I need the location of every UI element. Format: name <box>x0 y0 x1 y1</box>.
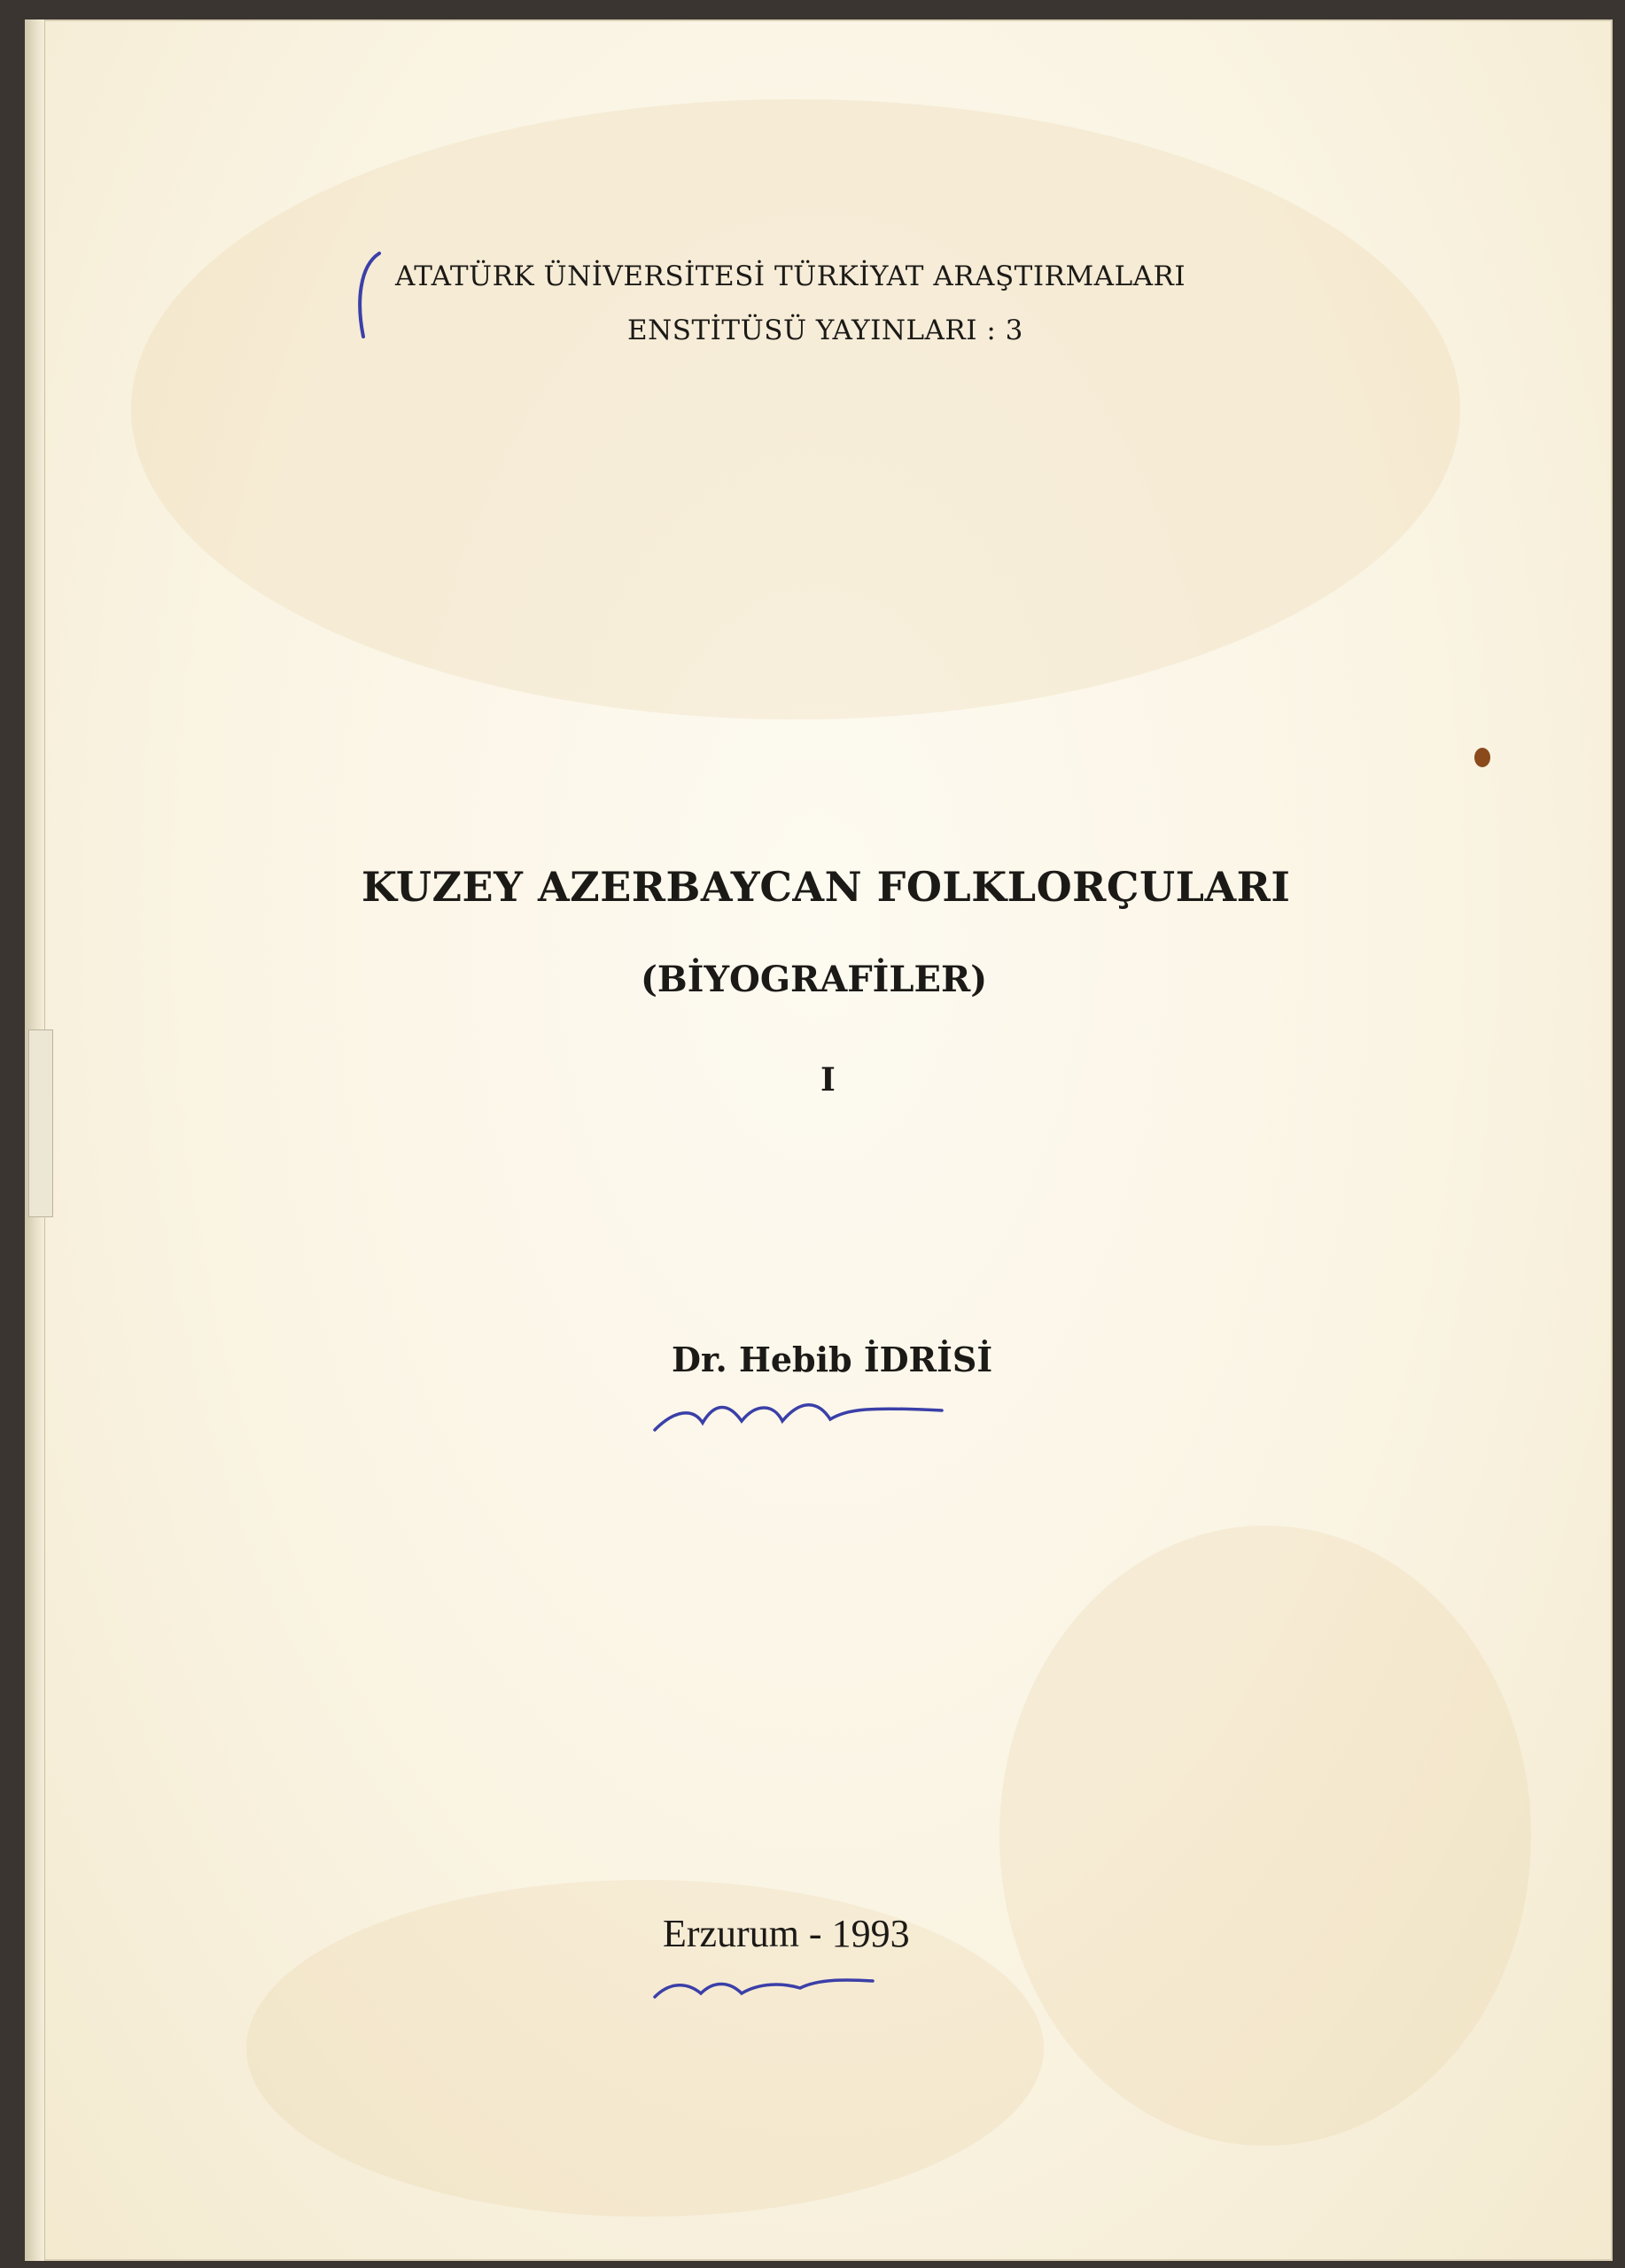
book-title: KUZEY AZERBAYCAN FOLKLORÇULARI <box>362 863 1291 911</box>
volume-number: I <box>820 1061 836 1099</box>
pen-bracket-mark <box>344 248 397 346</box>
pen-underline-author <box>649 1391 951 1444</box>
ink-spot <box>1474 748 1490 767</box>
title-page <box>25 19 1613 2261</box>
author-name: Dr. Hebib İDRİSİ <box>672 1340 993 1379</box>
imprint-place-year: Erzurum - 1993 <box>663 1912 910 1955</box>
publisher-line-1: ATATÜRK ÜNİVERSİTESİ TÜRKİYAT ARAŞTIRMALARI <box>395 260 1186 292</box>
show-through-text <box>282 330 1079 1995</box>
publisher-line-2: ENSTİTÜSÜ YAYINLARI : 3 <box>627 315 1023 346</box>
paper-stain <box>999 1526 1531 2146</box>
pen-underline-imprint <box>649 1967 880 2011</box>
book-subtitle: (BİYOGRAFİLER) <box>641 959 988 1000</box>
binding-tape <box>28 1029 53 1217</box>
